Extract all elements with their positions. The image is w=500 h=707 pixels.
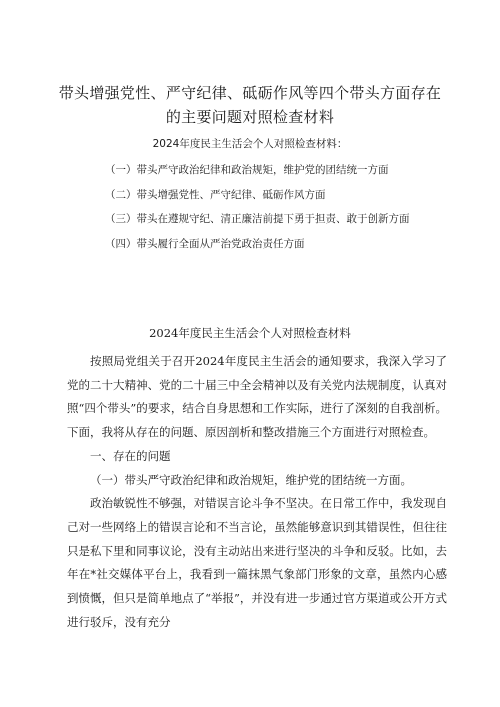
subsection-heading: （一）带头严守政治纪律和政治规矩，维护党的团结统一方面。 [90, 472, 412, 487]
toc-item: （四）带头履行全面从严治党政治责任方面 [105, 237, 305, 250]
section-heading: 一、存在的问题 [90, 448, 171, 463]
toc-item: （二）带头增强党性、严守纪律、砥砺作风方面 [105, 188, 326, 201]
body-text [67, 350, 447, 634]
intro-paragraph: 按照局党组关于召开2024年度民主生活会的通知要求，我深入学习了党的二十大精神、党的二十届三中全会精神以及有关党内法规制度，认真对照“四个带头”的要求，结合自身思想和工作实际，进行了深刻的自我剖析。下面，我将从存在的问题、原因剖析和整改措施三个方面进行对照检查。 [67, 354, 447, 440]
toc-heading: 2024年度民主生活会个人对照检查材料： [152, 138, 348, 150]
toc-list [105, 158, 485, 256]
body-paragraph: 政治敏锐性不够强，对错误言论斗争不坚决。在日常工作中，我发现自己对一些网络上的错误言论和不当言论，虽然能够意识到其错误性，但往往只是私下里和同事议论，没有主动站出来进行坚决的斗争和反驳。比如，去年在*社交媒体平台上，我看到一篇抹黑气象部门形象的文章，虽然内心感到愤慨，但只是简单地点了“举报”，并没有进一步通过官方渠道或公开方式进行驳斥，没有充分 [67, 496, 447, 629]
body-title: 2024年度民主生活会个人对照检查材料 [149, 326, 351, 340]
toc-item: （三）带头在遵规守纪、清正廉洁前提下勇于担责、敢于创新方面 [105, 213, 410, 225]
document-title-line-1: 带头增强党性、严守纪律、砥砺作风等四个带头方面存在 [58, 84, 442, 102]
toc-item: （一）带头严守政治纪律和政治规矩，维护党的团结统一方面 [105, 164, 389, 176]
document-title-line-2: 的主要问题对照检查材料 [165, 108, 335, 126]
